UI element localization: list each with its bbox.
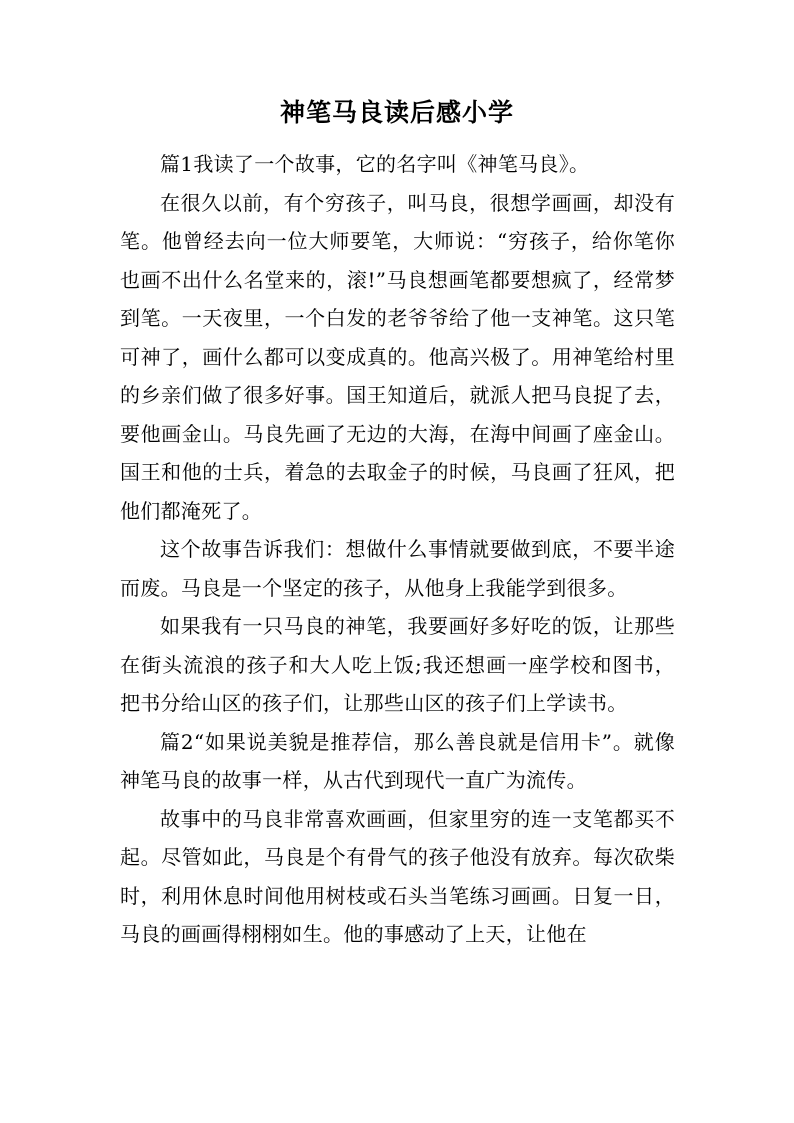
paragraph-5: 篇2“如果说美貌是推荐信，那么善良就是信用卡”。就像神笔马良的故事一样，从古代到现代一直广为流传。 bbox=[120, 729, 675, 792]
paragraph-1: 篇1我读了一个故事，它的名字叫《神笔马良》。 bbox=[160, 152, 590, 176]
document-title: 神笔马良读后感小学 bbox=[279, 98, 514, 127]
document-body bbox=[120, 145, 675, 954]
paragraph-3: 这个故事告诉我们：想做什么事情就要做到底，不要半途而废。马良是一个坚定的孩子，从他身上我能学到很多。 bbox=[120, 537, 675, 600]
paragraph-4: 如果我有一只马良的神笔，我要画好多好吃的饭，让那些在街头流浪的孩子和大人吃上饭;我还想画一座学校和图书，把书分给山区的孩子们，让那些山区的孩子们上学读书。 bbox=[120, 614, 675, 715]
paragraph-6: 故事中的马良非常喜欢画画，但家里穷的连一支笔都买不起。尽管如此，马良是个有骨气的孩子他没有放弃。每次砍柴时，利用休息时间他用树枝或石头当笔练习画画。日复一日，马良的画画得栩栩如生。他的事感动了上天，让他在 bbox=[120, 806, 675, 946]
paragraph-2: 在很久以前，有个穷孩子，叫马良，很想学画画，却没有笔。他曾经去向一位大师要笔，大师说：“穷孩子，给你笔你也画不出什么名堂来的，滚!”马良想画笔都要想疯了，经常梦到笔。一天夜里，一个白发的老爷爷给了他一支神笔。这只笔可神了，画什么都可以变成真的。他高兴极了。用神笔给村里的乡亲们做了很多好事。国王知道后，就派人把马良捉了去，要他画金山。马良先画了无边的大海，在海中间画了座金山。国王和他的士兵，着急的去取金子的时候，马良画了狂风，把他们都淹死了。 bbox=[120, 190, 675, 523]
